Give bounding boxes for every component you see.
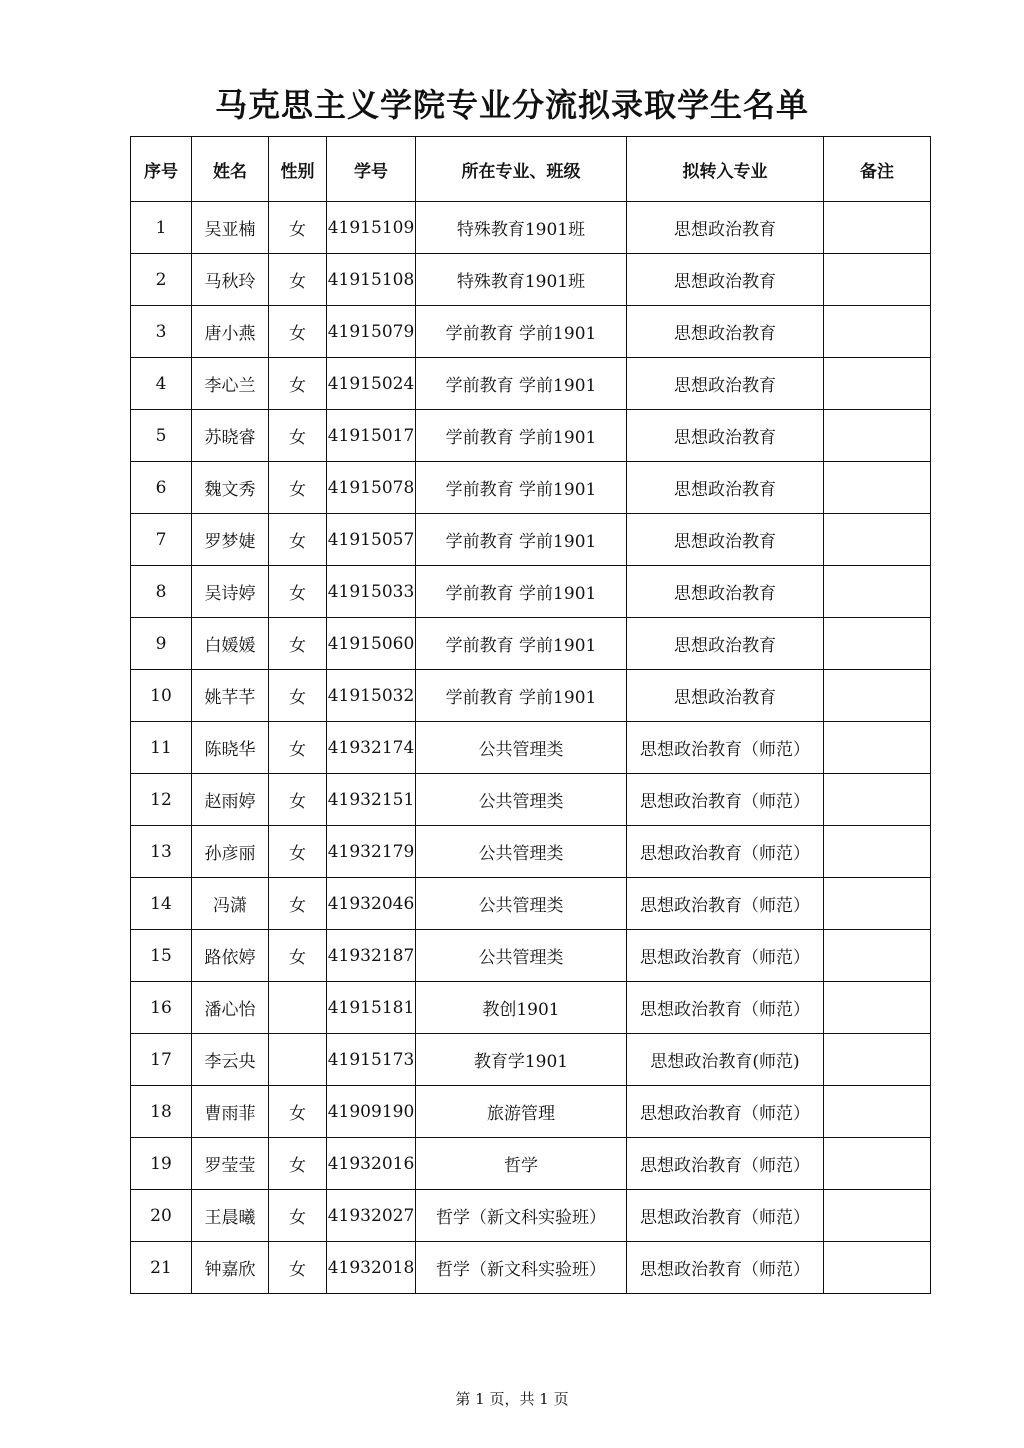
- current-major-class-cell: 学前教育 学前1901: [416, 514, 627, 566]
- table-row: [131, 774, 931, 826]
- row-index-cell: 18: [131, 1086, 192, 1138]
- student-id-cell: 41915173: [327, 1034, 416, 1086]
- gender-cell: 女: [269, 358, 327, 410]
- gender-cell: 女: [269, 722, 327, 774]
- student-name-cell: 路依婷: [192, 930, 269, 982]
- table-row: [131, 1086, 931, 1138]
- target-major-cell: 思想政治教育: [627, 670, 824, 722]
- table-row: [131, 306, 931, 358]
- gender-cell: 女: [269, 878, 327, 930]
- admission-table: [130, 136, 931, 1294]
- gender-cell: 女: [269, 670, 327, 722]
- remarks-cell: [824, 878, 931, 930]
- student-name-cell: 李心兰: [192, 358, 269, 410]
- target-major-cell: 思想政治教育（师范）: [627, 1190, 824, 1242]
- current-major-class-cell: 旅游管理: [416, 1086, 627, 1138]
- table-row: [131, 566, 931, 618]
- table-row: [131, 462, 931, 514]
- student-id-cell: 41915017: [327, 410, 416, 462]
- student-name-cell: 冯潇: [192, 878, 269, 930]
- student-id-cell: 41915109: [327, 202, 416, 254]
- student-id-cell: 41932018: [327, 1242, 416, 1294]
- current-major-class-cell: 哲学（新文科实验班）: [416, 1190, 627, 1242]
- table-row: [131, 982, 931, 1034]
- target-major-cell: 思想政治教育（师范）: [627, 878, 824, 930]
- student-name-cell: 潘心怡: [192, 982, 269, 1034]
- row-index-cell: 11: [131, 722, 192, 774]
- current-major-class-cell: 公共管理类: [416, 722, 627, 774]
- row-index-cell: 7: [131, 514, 192, 566]
- remarks-cell: [824, 774, 931, 826]
- gender-cell: 女: [269, 514, 327, 566]
- gender-cell: [269, 1034, 327, 1086]
- row-index-cell: 10: [131, 670, 192, 722]
- current-major-class-cell: 教创1901: [416, 982, 627, 1034]
- table-row: [131, 1034, 931, 1086]
- current-major-class-cell: 学前教育 学前1901: [416, 566, 627, 618]
- student-name-cell: 苏晓睿: [192, 410, 269, 462]
- target-major-cell: 思想政治教育（师范）: [627, 826, 824, 878]
- table-row: [131, 722, 931, 774]
- remarks-cell: [824, 1086, 931, 1138]
- row-index-cell: 13: [131, 826, 192, 878]
- student-id-cell: 41909190: [327, 1086, 416, 1138]
- gender-cell: 女: [269, 254, 327, 306]
- target-major-cell: 思想政治教育（师范）: [627, 1242, 824, 1294]
- student-name-cell: 罗梦婕: [192, 514, 269, 566]
- student-name-cell: 孙彦丽: [192, 826, 269, 878]
- remarks-cell: [824, 358, 931, 410]
- gender-cell: 女: [269, 774, 327, 826]
- target-major-cell: 思想政治教育: [627, 306, 824, 358]
- gender-cell: 女: [269, 202, 327, 254]
- current-major-class-cell: 学前教育 学前1901: [416, 462, 627, 514]
- target-major-cell: 思想政治教育: [627, 462, 824, 514]
- gender-cell: 女: [269, 930, 327, 982]
- table-row: [131, 930, 931, 982]
- row-index-cell: 5: [131, 410, 192, 462]
- remarks-cell: [824, 514, 931, 566]
- remarks-cell: [824, 566, 931, 618]
- student-id-cell: 41915108: [327, 254, 416, 306]
- remarks-cell: [824, 1190, 931, 1242]
- page-footer: 第 1 页，共 1 页: [455, 1390, 569, 1408]
- remarks-cell: [824, 930, 931, 982]
- table-header-row: [131, 137, 931, 202]
- remarks-cell: [824, 618, 931, 670]
- gender-cell: 女: [269, 1138, 327, 1190]
- student-id-cell: 41915181: [327, 982, 416, 1034]
- row-index-cell: 4: [131, 358, 192, 410]
- gender-cell: 女: [269, 306, 327, 358]
- row-index-cell: 14: [131, 878, 192, 930]
- gender-cell: 女: [269, 826, 327, 878]
- student-id-cell: 41915024: [327, 358, 416, 410]
- table-row: [131, 1190, 931, 1242]
- table-row: [131, 410, 931, 462]
- student-name-cell: 李云央: [192, 1034, 269, 1086]
- current-major-class-cell: 哲学: [416, 1138, 627, 1190]
- current-major-class-cell: 公共管理类: [416, 774, 627, 826]
- row-index-cell: 12: [131, 774, 192, 826]
- remarks-cell: [824, 722, 931, 774]
- student-name-cell: 曹雨菲: [192, 1086, 269, 1138]
- row-index-cell: 21: [131, 1242, 192, 1294]
- current-major-class-cell: 学前教育 学前1901: [416, 358, 627, 410]
- table-row: [131, 514, 931, 566]
- row-index-cell: 16: [131, 982, 192, 1034]
- target-major-cell: 思想政治教育: [627, 618, 824, 670]
- student-name-cell: 白媛媛: [192, 618, 269, 670]
- header-name: 姓名: [192, 137, 269, 202]
- gender-cell: 女: [269, 410, 327, 462]
- student-name-cell: 王晨曦: [192, 1190, 269, 1242]
- current-major-class-cell: 教育学1901: [416, 1034, 627, 1086]
- target-major-cell: 思想政治教育: [627, 254, 824, 306]
- target-major-cell: 思想政治教育（师范）: [627, 774, 824, 826]
- table-row: [131, 202, 931, 254]
- header-student-id: 学号: [327, 137, 416, 202]
- current-major-class-cell: 学前教育 学前1901: [416, 410, 627, 462]
- current-major-class-cell: 学前教育 学前1901: [416, 670, 627, 722]
- current-major-class-cell: 学前教育 学前1901: [416, 306, 627, 358]
- student-name-cell: 陈晓华: [192, 722, 269, 774]
- current-major-class-cell: 公共管理类: [416, 930, 627, 982]
- current-major-class-cell: 哲学（新文科实验班）: [416, 1242, 627, 1294]
- student-id-cell: 41932151: [327, 774, 416, 826]
- student-id-cell: 41915057: [327, 514, 416, 566]
- row-index-cell: 8: [131, 566, 192, 618]
- gender-cell: 女: [269, 566, 327, 618]
- table-row: [131, 618, 931, 670]
- row-index-cell: 6: [131, 462, 192, 514]
- target-major-cell: 思想政治教育: [627, 566, 824, 618]
- student-id-cell: 41915032: [327, 670, 416, 722]
- row-index-cell: 3: [131, 306, 192, 358]
- target-major-cell: 思想政治教育（师范）: [627, 1138, 824, 1190]
- header-remarks: 备注: [824, 137, 931, 202]
- remarks-cell: [824, 462, 931, 514]
- current-major-class-cell: 公共管理类: [416, 878, 627, 930]
- remarks-cell: [824, 982, 931, 1034]
- student-id-cell: 41932174: [327, 722, 416, 774]
- student-id-cell: 41915078: [327, 462, 416, 514]
- student-id-cell: 41932016: [327, 1138, 416, 1190]
- header-target-major: 拟转入专业: [627, 137, 824, 202]
- row-index-cell: 20: [131, 1190, 192, 1242]
- table-row: [131, 1138, 931, 1190]
- remarks-cell: [824, 1034, 931, 1086]
- student-id-cell: 41915060: [327, 618, 416, 670]
- table-row: [131, 358, 931, 410]
- remarks-cell: [824, 410, 931, 462]
- remarks-cell: [824, 306, 931, 358]
- gender-cell: 女: [269, 462, 327, 514]
- student-id-cell: 41932027: [327, 1190, 416, 1242]
- student-id-cell: 41915033: [327, 566, 416, 618]
- row-index-cell: 15: [131, 930, 192, 982]
- student-name-cell: 吴诗婷: [192, 566, 269, 618]
- row-index-cell: 9: [131, 618, 192, 670]
- gender-cell: 女: [269, 618, 327, 670]
- table-row: [131, 670, 931, 722]
- header-index: 序号: [131, 137, 192, 202]
- gender-cell: 女: [269, 1190, 327, 1242]
- header-gender: 性别: [269, 137, 327, 202]
- student-name-cell: 姚芊芊: [192, 670, 269, 722]
- student-id-cell: 41932187: [327, 930, 416, 982]
- target-major-cell: 思想政治教育（师范）: [627, 982, 824, 1034]
- student-name-cell: 唐小燕: [192, 306, 269, 358]
- current-major-class-cell: 特殊教育1901班: [416, 202, 627, 254]
- row-index-cell: 17: [131, 1034, 192, 1086]
- gender-cell: 女: [269, 1242, 327, 1294]
- table-row: [131, 878, 931, 930]
- table-row: [131, 1242, 931, 1294]
- target-major-cell: 思想政治教育（师范）: [627, 1086, 824, 1138]
- header-current-major-class: 所在专业、班级: [416, 137, 627, 202]
- table-row: [131, 826, 931, 878]
- student-id-cell: 41932179: [327, 826, 416, 878]
- current-major-class-cell: 学前教育 学前1901: [416, 618, 627, 670]
- row-index-cell: 2: [131, 254, 192, 306]
- gender-cell: 女: [269, 1086, 327, 1138]
- remarks-cell: [824, 1138, 931, 1190]
- target-major-cell: 思想政治教育: [627, 410, 824, 462]
- remarks-cell: [824, 826, 931, 878]
- student-name-cell: 赵雨婷: [192, 774, 269, 826]
- student-name-cell: 钟嘉欣: [192, 1242, 269, 1294]
- student-name-cell: 罗莹莹: [192, 1138, 269, 1190]
- student-name-cell: 马秋玲: [192, 254, 269, 306]
- gender-cell: [269, 982, 327, 1034]
- table-body: [131, 202, 931, 1294]
- row-index-cell: 1: [131, 202, 192, 254]
- remarks-cell: [824, 670, 931, 722]
- target-major-cell: 思想政治教育: [627, 358, 824, 410]
- remarks-cell: [824, 202, 931, 254]
- table-row: [131, 254, 931, 306]
- row-index-cell: 19: [131, 1138, 192, 1190]
- student-id-cell: 41932046: [327, 878, 416, 930]
- target-major-cell: 思想政治教育（师范）: [627, 930, 824, 982]
- student-id-cell: 41915079: [327, 306, 416, 358]
- page-title: 马克思主义学院专业分流拟录取学生名单: [214, 86, 809, 124]
- target-major-cell: 思想政治教育(师范): [627, 1034, 824, 1086]
- current-major-class-cell: 特殊教育1901班: [416, 254, 627, 306]
- target-major-cell: 思想政治教育（师范）: [627, 722, 824, 774]
- student-name-cell: 吴亚楠: [192, 202, 269, 254]
- remarks-cell: [824, 1242, 931, 1294]
- target-major-cell: 思想政治教育: [627, 514, 824, 566]
- current-major-class-cell: 公共管理类: [416, 826, 627, 878]
- student-name-cell: 魏文秀: [192, 462, 269, 514]
- remarks-cell: [824, 254, 931, 306]
- target-major-cell: 思想政治教育: [627, 202, 824, 254]
